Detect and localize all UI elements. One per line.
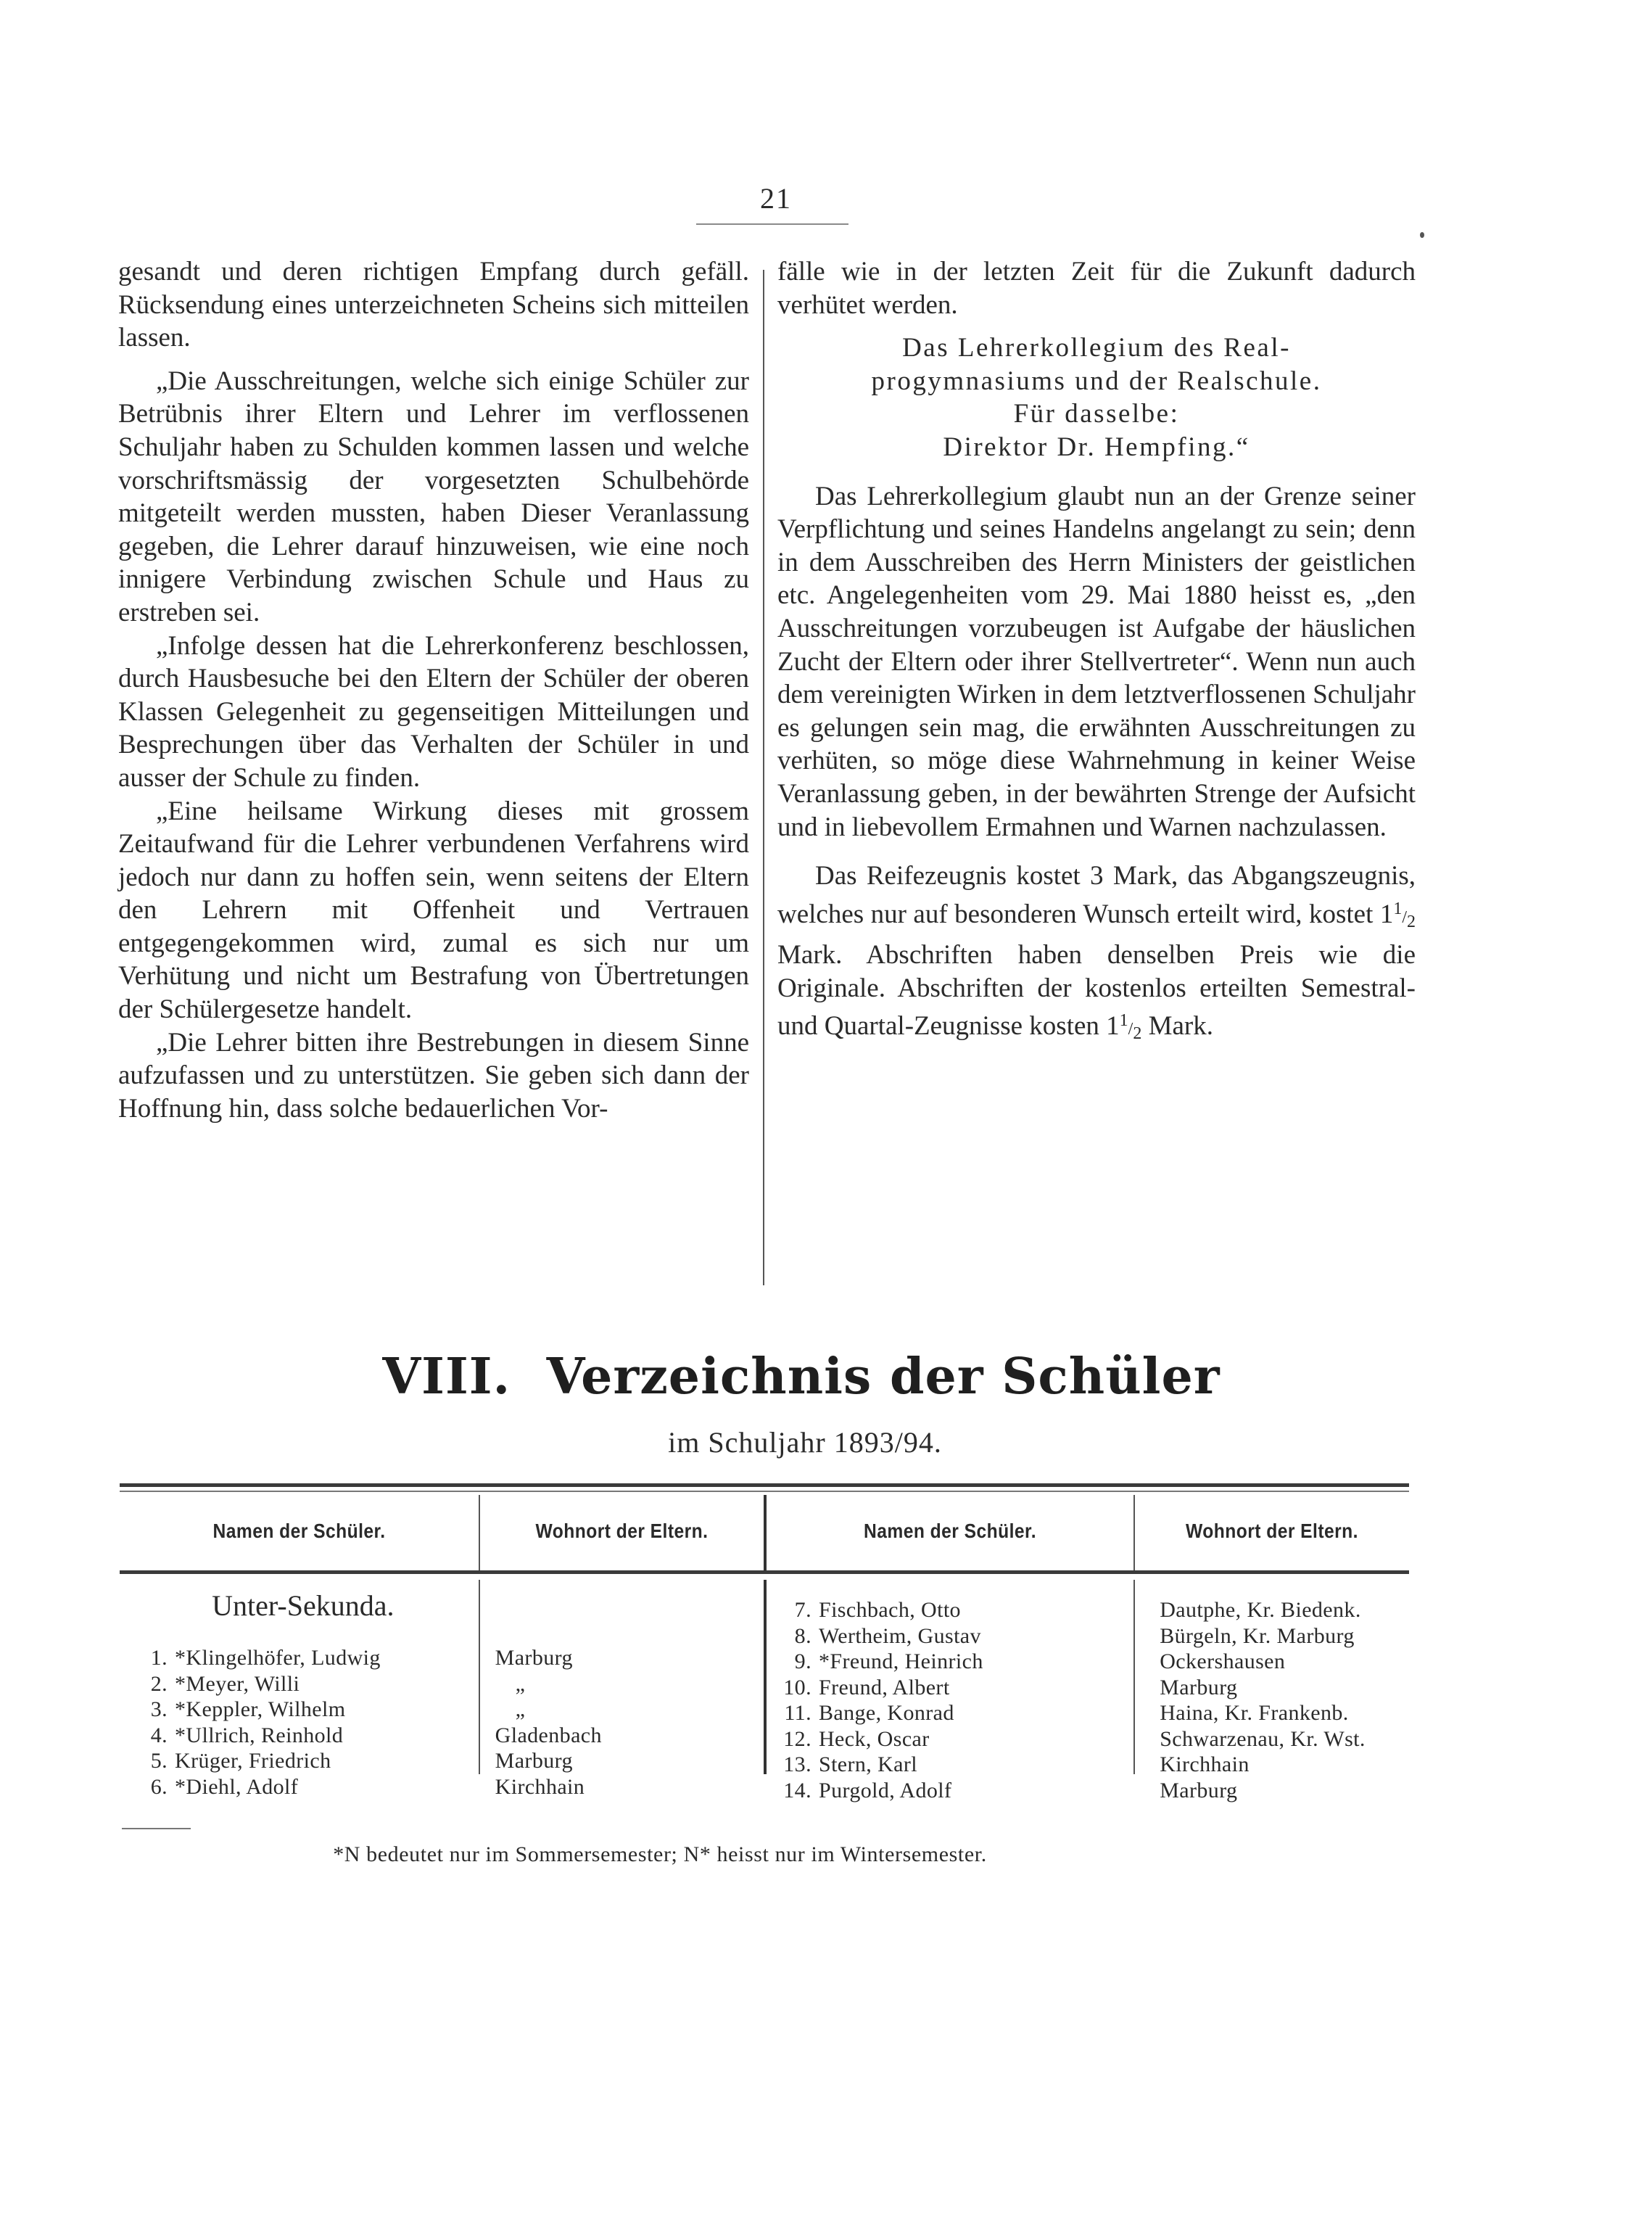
student-row — [128, 1671, 478, 1697]
student-name: Freund, Albert — [818, 1675, 950, 1699]
student-row — [772, 1778, 1132, 1804]
paragraph: gesandt und deren richtigen Empfang durch gefäll. Rücksendung eines unterzeichneten Scheins sich mitteilen lassen. — [118, 257, 749, 353]
parent-residence: Kirchhain — [495, 1774, 585, 1799]
student-number: 9. — [794, 1649, 811, 1673]
student-name: Bange, Konrad — [818, 1701, 954, 1725]
paragraph: „Infolge dessen hat die Lehrerkonferenz beschlossen, durch Hausbesuche bei den Eltern der Schüler der oberen Klassen Gelegenheit zu gegenseitigen Mitteilungen und Besprechungen über das Verhalten der Schüler in und ausser der Schule zu finden. — [118, 630, 749, 793]
parent-residence: Marburg — [495, 1646, 573, 1670]
left-column — [118, 255, 749, 1125]
page-number-rule — [696, 223, 848, 225]
student-number: 12. — [783, 1726, 811, 1751]
section-subheading: im Schuljahr 1893/94. — [668, 1426, 942, 1459]
table-body — [120, 1574, 1409, 1802]
fraction-one-half: $^1/_2$ — [1393, 899, 1416, 931]
student-name: Fischbach, Otto — [818, 1598, 961, 1622]
paragraph: „Die Ausschreitungen, welche sich einige Schüler zur Betrübnis ihrer Eltern und Lehrer im verflossenen Schuljahr haben zu Schulden kommen lassen und welche vorschriftsmässig der vorgesetzten Schulbehörde mitgeteilt werden mussten, haben Dieser Veranlassung gegeben, die Lehrer darauf hinzuweisen, wie eine noch innigere Verbindung zwischen Schule und Haus zu erstreben sei. — [118, 366, 749, 627]
class-title: Unter-Sekunda. — [212, 1589, 395, 1622]
student-row — [772, 1726, 1132, 1752]
print-speck — [1420, 232, 1424, 238]
student-number: 7. — [794, 1598, 811, 1622]
student-name: *Diehl, Adolf — [175, 1774, 299, 1799]
student-name: *Keppler, Wilhelm — [175, 1697, 346, 1721]
parent-residence: Ockershausen — [1160, 1649, 1286, 1673]
column-divider — [764, 1495, 767, 1570]
column-header: Wohnort der Eltern. — [1186, 1520, 1358, 1542]
student-name: *Meyer, Willi — [175, 1671, 300, 1696]
parent-residence: „ — [515, 1697, 526, 1721]
student-number: 11. — [784, 1701, 811, 1725]
column-divider — [479, 1495, 480, 1570]
column-header: Namen der Schüler. — [212, 1520, 386, 1542]
student-name: *Klingelhöfer, Ludwig — [175, 1646, 381, 1670]
student-name: Wertheim, Gustav — [818, 1623, 981, 1648]
signature-line: progymnasiums und der Realschule. — [871, 366, 1322, 396]
student-name: *Ullrich, Reinhold — [175, 1723, 344, 1747]
parent-residence: Haina, Kr. Frankenb. — [1160, 1701, 1349, 1725]
paragraph: „Die Lehrer bitten ihre Bestrebungen in diesem Sinne aufzufassen und zu unterstützen. Sie geben sich dann der Hoffnung hin, dass solche bedauerlichen Vor- — [118, 1027, 749, 1124]
section-heading: VIII. Verzeichnis der Schüler — [382, 1348, 1221, 1406]
student-number: 13. — [783, 1752, 811, 1776]
student-number: 5. — [150, 1749, 168, 1773]
student-name: Krüger, Friedrich — [175, 1749, 331, 1773]
student-name: *Freund, Heinrich — [818, 1649, 983, 1673]
column-divider — [763, 270, 764, 1285]
places-column-right — [1132, 1583, 1409, 1802]
student-number: 3. — [150, 1697, 168, 1721]
student-name: Purgold, Adolf — [818, 1778, 952, 1802]
student-number: 1. — [150, 1646, 168, 1670]
student-row — [772, 1752, 1132, 1778]
student-row — [128, 1748, 478, 1774]
column-header: Namen der Schüler. — [864, 1520, 1036, 1542]
table-top-rule — [120, 1483, 1409, 1487]
column-divider — [1133, 1580, 1135, 1774]
parent-residence: „ — [515, 1671, 526, 1696]
paragraph-continuation: fälle wie in der letzten Zeit für die Zukunft dadurch verhütet werden. — [777, 257, 1416, 320]
student-row — [128, 1645, 478, 1671]
parent-residence: Marburg — [1160, 1778, 1238, 1802]
student-table — [120, 1483, 1409, 1802]
student-row — [772, 1649, 1132, 1675]
places-column-left — [478, 1583, 756, 1799]
signature-line: Direktor Dr. Hempfing.“ — [943, 432, 1250, 462]
student-number: 2. — [150, 1671, 168, 1696]
table-header-row — [120, 1492, 1409, 1570]
footnote: *N bedeutet nur im Sommersemester; N* heisst nur im Wintersemester. — [333, 1842, 987, 1866]
text-fragment: Mark. — [1141, 1011, 1213, 1042]
fraction-one-half: $^1/_2$ — [1119, 1011, 1142, 1044]
student-name: Heck, Oscar — [818, 1726, 930, 1751]
parent-residence: Bürgeln, Kr. Marburg — [1160, 1623, 1355, 1648]
paragraph: Das Lehrerkollegium glaubt nun an der Grenze seiner Verpflichtung und seines Handelns angelangt zu sein; denn in dem Ausschreiben des Herrn Ministers der geistlichen etc. Angelegenheiten vom 29. Mai 1880 heisst es, „den Ausschreitungen vorzubeugen ist Aufgabe der häuslichen Zucht der Eltern oder ihrer Stellvertreter“. Wenn nun auch dem vereinigten Wirken in dem letztverflossenen Schuljahr es gelungen sein mag, die erwähnten Ausschreitungen zu verhüten, so möge diese Wahrnehmung in keiner Weise Veranlassung geben, in der bewährten Strenge der Aufsicht und in liebevollem Ermahnen und Warnen nachzulassen. — [777, 481, 1416, 842]
parent-residence: Marburg — [1160, 1675, 1238, 1699]
parent-residence: Schwarzenau, Kr. Wst. — [1160, 1726, 1366, 1751]
student-name: Stern, Karl — [818, 1752, 918, 1776]
signature-line: Für dasselbe: — [1013, 399, 1180, 429]
student-row — [772, 1675, 1132, 1701]
parent-residence: Gladenbach — [495, 1723, 602, 1747]
column-divider — [479, 1580, 480, 1774]
text-fragment: Mark. Abschriften haben denselben Preis wie die Originale. Abschriften der kostenlos erteilten Semestral- und Quartal-Zeugnisse kosten 1 — [777, 940, 1416, 1042]
student-number: 10. — [783, 1675, 811, 1699]
student-number: 6. — [150, 1774, 168, 1799]
names-column-left — [120, 1583, 478, 1799]
student-number: 8. — [794, 1623, 811, 1648]
student-number: 4. — [150, 1723, 168, 1747]
student-row — [772, 1597, 1132, 1623]
text-fragment: Das Reifezeugnis kostet 3 Mark, das Abgangszeugnis, welches nur auf besonderen Wunsch erteilt wird, kostet 1 — [777, 861, 1416, 929]
signature-line: Das Lehrerkollegium des Real- — [902, 333, 1291, 363]
student-row — [128, 1774, 478, 1800]
student-number: 14. — [783, 1778, 811, 1802]
student-row — [772, 1700, 1132, 1726]
column-header: Wohnort der Eltern. — [535, 1520, 709, 1542]
paragraph: „Eine heilsame Wirkung dieses mit grossem Zeitaufwand für die Lehrer verbundenen Verfahrens wird jedoch nur dann zu hoffen sein, wenn seitens der Eltern den Lehrern mit Offenheit und Vertrauen entgegengekommen wird, zumal es sich nur um Verhütung und nicht um Bestrafung von Übertretungen der Schülergesetze handelt. — [118, 796, 749, 1025]
column-divider — [764, 1580, 767, 1774]
footnote-rule — [122, 1828, 191, 1829]
student-row — [128, 1723, 478, 1749]
parent-residence: Marburg — [495, 1749, 573, 1773]
names-column-right — [756, 1583, 1132, 1802]
parent-residence: Dautphe, Kr. Biedenk. — [1160, 1598, 1361, 1622]
student-row — [128, 1697, 478, 1723]
page-number: 21 — [760, 182, 792, 215]
parent-residence: Kirchhain — [1160, 1752, 1250, 1776]
column-divider — [1133, 1495, 1135, 1570]
student-row — [772, 1623, 1132, 1649]
paragraph — [777, 860, 1416, 1051]
right-column — [777, 255, 1416, 1051]
